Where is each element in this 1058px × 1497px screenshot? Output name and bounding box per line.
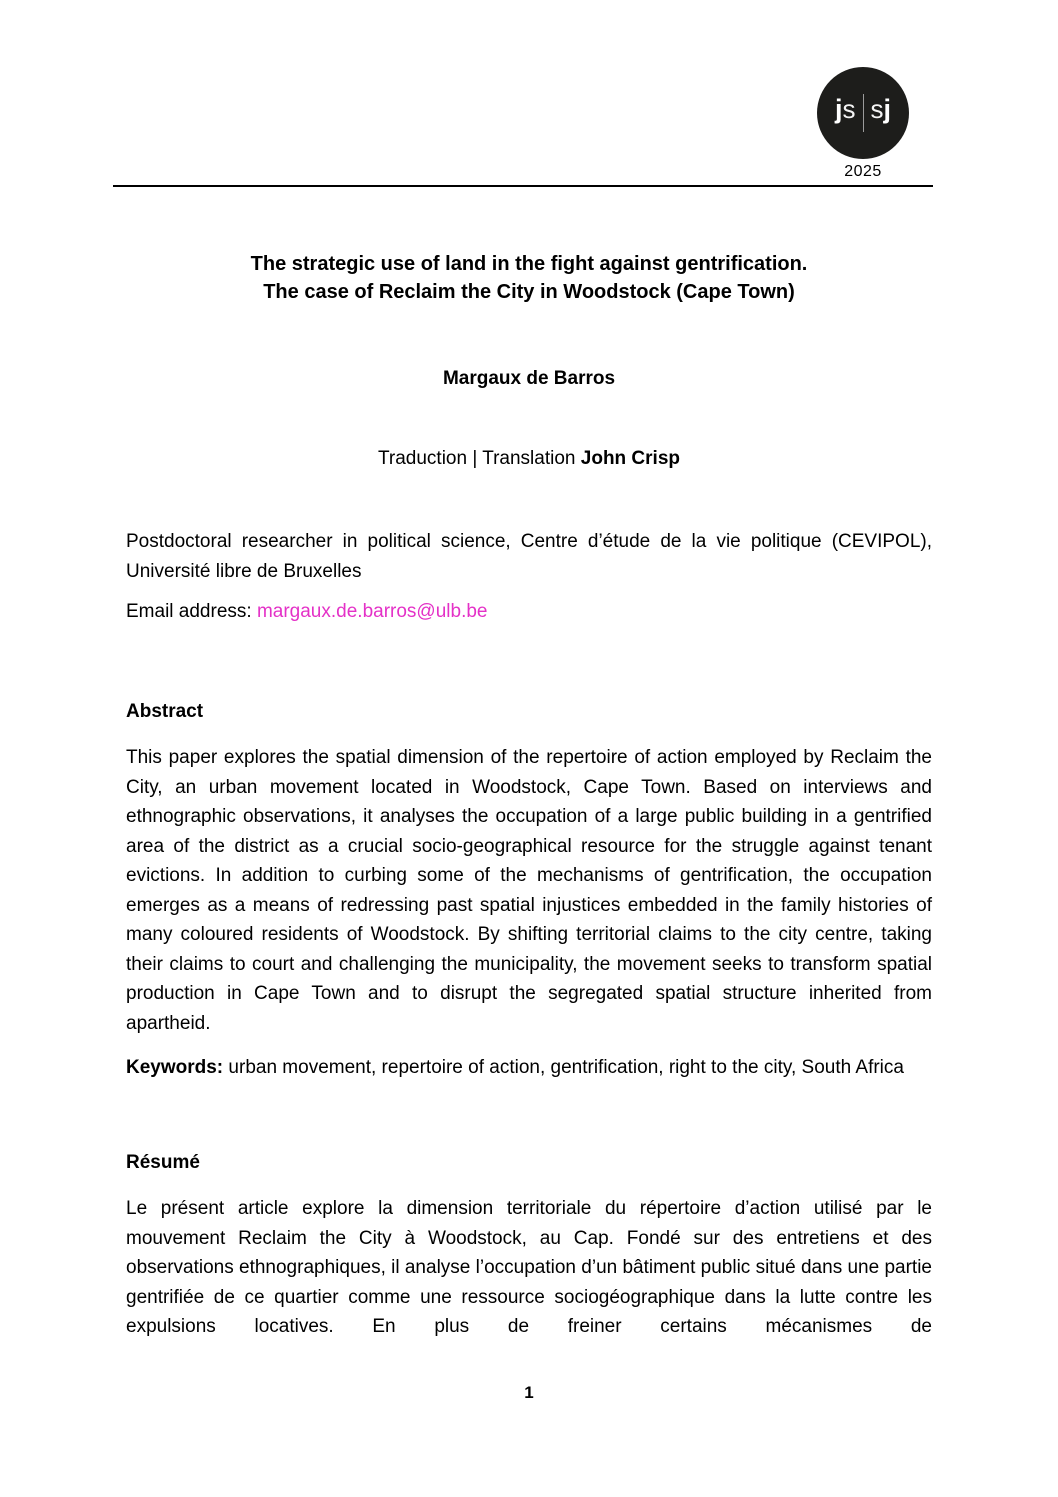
keywords-text: urban movement, repertoire of action, gentrification, right to the city, South Africa xyxy=(228,1057,904,1078)
abstract-text: This paper explores the spatial dimension of the repertoire of action employed by Reclaim the City, an urban movement located in Woodstock, Cape Town. Based on interviews and ethnographic observations, it analyses the occupation of a large public building in a gentrified area of the district as a crucial socio-geographical resource for the struggle against tenant evictions. In addition to curbing some of the mechanisms of gentrification, the occupation emerges as a means of redressing past spatial injustices embedded in the family histories of many coloured residents of Woodstock. By shifting territorial claims to the city centre, taking their claims to court and challenging the municipality, the movement seeks to transform spatial production in Cape Town and to disrupt the segregated spatial structure inherited from apartheid. xyxy=(126,747,932,1034)
email-line xyxy=(126,597,932,627)
title-line-1: The strategic use of land in the fight against gentrification. xyxy=(250,253,808,275)
translation-line xyxy=(126,445,932,473)
logo-letter-j-left: j xyxy=(834,93,843,124)
email-label: Email address: xyxy=(126,601,252,622)
article-title xyxy=(126,250,932,306)
translator-name: John Crisp xyxy=(580,448,680,469)
keywords-label: Keywords: xyxy=(126,1057,224,1078)
author-name: Margaux de Barros xyxy=(442,368,616,389)
keywords-line xyxy=(126,1053,932,1083)
title-line-2: The case of Reclaim the City in Woodstock (Cape Town) xyxy=(263,281,795,303)
logo-letter-s-right: s xyxy=(870,93,884,124)
page-number: 1 xyxy=(524,1383,534,1402)
affiliation-text: Postdoctoral researcher in political science, Centre d’étude de la vie politique (CEVIPOL), Université libre de Bruxelles xyxy=(126,531,932,582)
article-content xyxy=(126,0,932,1342)
resume-text: Le présent article explore la dimension territoriale du répertoire d’action utilisé par le mouvement Reclaim the City à Woodstock, au Cap. Fondé sur des entretiens et des observations ethnographiques, il analyse l’occupation d’un bâtiment public situé dans une partie gentrifiée de ce quartier comme une ressource sociogéographique dans la lutte contre les expulsions locatives. En plus de freiner certains mécanismes de xyxy=(126,1198,932,1337)
email-link[interactable]: margaux.de.barros@ulb.be xyxy=(256,601,488,622)
journal-year: 2025 xyxy=(844,163,882,180)
resume-heading: Résumé xyxy=(126,1151,200,1173)
abstract-heading: Abstract xyxy=(126,700,204,722)
logo-letter-s-left: s xyxy=(842,93,856,124)
translation-label: Traduction | Translation xyxy=(377,448,576,469)
logo-letter-j-right: j xyxy=(883,93,892,124)
